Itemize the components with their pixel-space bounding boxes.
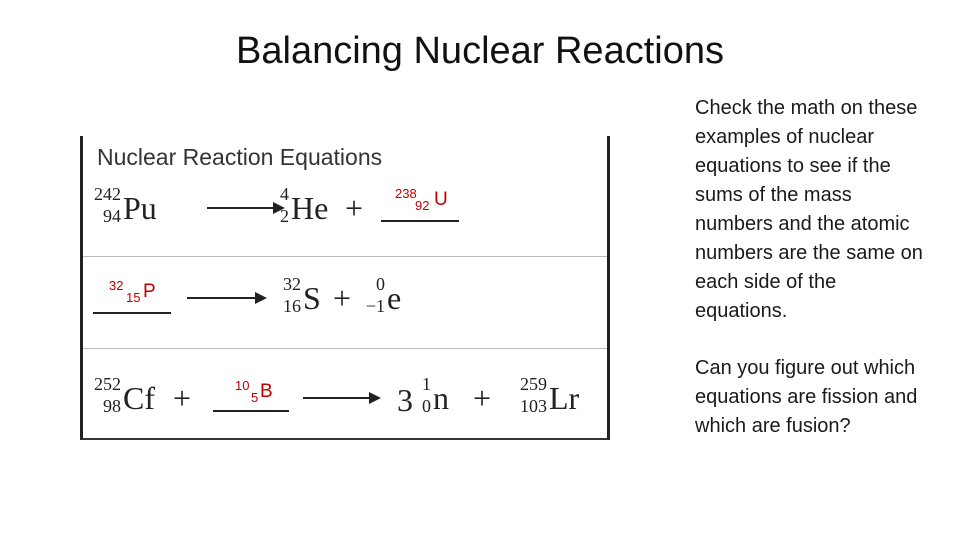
mass-number: 238 [395, 186, 417, 201]
mass-number: 32 [283, 274, 301, 294]
mass-number: 32 [109, 278, 124, 293]
element-symbol: Pu [123, 190, 157, 226]
atomic-number: 103 [520, 396, 547, 416]
answer-blank [213, 410, 289, 412]
answer-blank [93, 312, 171, 314]
plus-sign: + [473, 380, 492, 416]
mass-number: 252 [94, 374, 121, 394]
mass-number: 242 [94, 184, 121, 204]
reaction-arrow-icon [303, 390, 381, 406]
figure-heading: Nuclear Reaction Equations [97, 144, 383, 170]
element-symbol: He [291, 190, 329, 226]
atomic-number: 16 [283, 296, 301, 316]
plus-sign: + [333, 280, 352, 316]
mass-number: 10 [235, 378, 250, 393]
atomic-number: 94 [103, 206, 121, 226]
element-symbol: e [387, 280, 402, 316]
mass-number: 4 [280, 184, 289, 204]
question-text: Can you figure out which equations are fission and which are fusion? [695, 357, 918, 437]
element-symbol: B [260, 381, 273, 402]
element-symbol: P [143, 281, 156, 302]
mass-number: 259 [520, 374, 547, 394]
equations-figure [80, 136, 610, 440]
atomic-number: 92 [415, 198, 430, 213]
atomic-number: 15 [126, 290, 141, 305]
atomic-number: 0 [422, 396, 431, 416]
mass-number: 0 [376, 274, 385, 294]
mass-number: 1 [422, 374, 431, 394]
atomic-number: −1 [365, 296, 385, 316]
plus-sign: + [173, 380, 192, 416]
row-divider [83, 348, 607, 349]
atomic-number: 5 [251, 390, 259, 405]
element-symbol: n [433, 380, 449, 416]
element-symbol: Cf [123, 380, 155, 416]
instruction-text: Check the math on these examples of nuclear equations to see if the sums of the mass numbers and the atomic numbers are the same on each side of the equations. [695, 97, 923, 322]
atomic-number: 98 [103, 396, 121, 416]
row-divider [83, 256, 607, 257]
element-symbol: U [434, 189, 448, 210]
neutron-coefficient: 3 [397, 382, 413, 418]
element-symbol: S [303, 280, 321, 316]
element-symbol: Lr [549, 380, 580, 416]
slide-title: Balancing Nuclear Reactions [236, 30, 724, 72]
atomic-number: 2 [280, 206, 289, 226]
answer-blank [381, 220, 459, 222]
reaction-arrow-icon [187, 290, 267, 306]
plus-sign: + [345, 190, 364, 226]
